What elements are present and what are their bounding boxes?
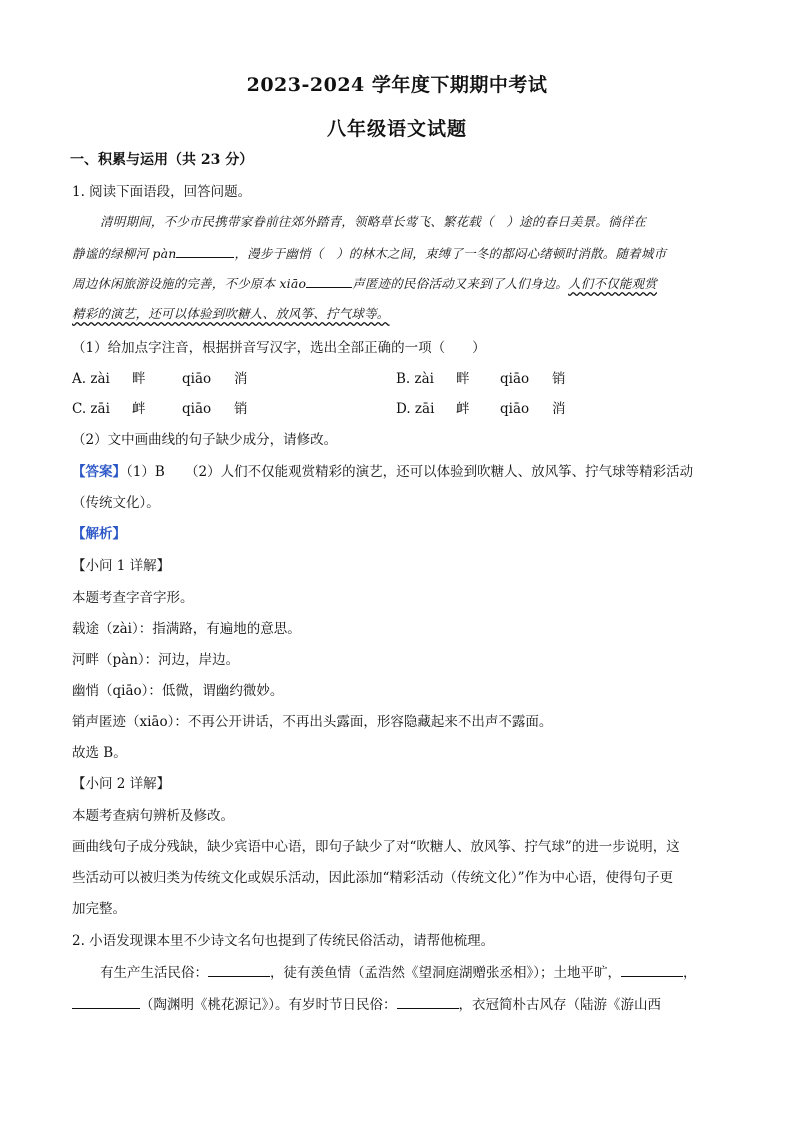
detail-1-line-1: 本题考查字音字形。: [72, 590, 194, 606]
exam-title: 2023-2024 学年度下期期中考试: [246, 74, 548, 96]
wavy-underlined-sentence: 人们不仅能观赏: [568, 276, 658, 291]
analysis-tag: 【解析】: [72, 526, 126, 542]
answer-blank[interactable]: [397, 996, 459, 1009]
detail-1-line-6: 故选 B。: [72, 745, 127, 761]
answer-blank[interactable]: [72, 996, 140, 1009]
q2-text: （陶渊明《桃花源记》）。有岁时节日民俗：: [140, 997, 397, 1013]
detail-1-line-4: 幽悄（qiāo）：低微，谓幽约微妙。: [72, 683, 284, 699]
passage-line-3: [72, 274, 657, 294]
exam-subtitle: 八年级语文试题: [326, 118, 467, 140]
sub-question-1: （1）给加点字注音，根据拼音写汉字，选出全部正确的一项（ ）: [72, 340, 486, 356]
option-d[interactable]: D. zāi 衅 qiāo 消: [396, 401, 566, 417]
passage-line-4: [72, 304, 390, 324]
detail-2-line-2: 画曲线句子成分残缺，缺少宾语中心语，即句子缺少了对“吹糖人、放风筝、拧气球”的进一步说明，这: [72, 839, 680, 855]
answer-blank[interactable]: [621, 964, 683, 977]
detail-1-line-2: 载途（zài）：指满路，有遍地的意思。: [72, 621, 301, 637]
passage-text: 周边休闲旅游设施的完善，不少原本 xiāo: [72, 276, 307, 291]
section-heading: 一、积累与运用（共 23 分）: [70, 152, 254, 168]
q2-line-1: [100, 963, 697, 983]
detail-1-line-5: 销声匿迹（xiāo）：不再公开讲话，不再出头露面，形容隐藏起来不出声不露面。: [72, 714, 553, 730]
q2-text: ，衣冠简朴古风存（陆游《游山西: [458, 997, 661, 1013]
sub-question-2: （2）文中画曲线的句子缺少成分，请修改。: [72, 432, 338, 448]
passage-text: ，漫步于幽悄（ ）的林木之间，束缚了一冬的都闷心绪顿时消散。随着城市: [234, 246, 667, 261]
passage-text: 声匿迹的民俗活动又来到了人们身边。: [352, 276, 569, 291]
answer-line-2: （传统文化）。: [72, 495, 160, 511]
q2-line-2: [72, 995, 661, 1015]
answer-blank[interactable]: [306, 275, 352, 288]
answer-line-1: [72, 462, 693, 482]
passage-text: 静谧的绿柳河 pàn: [72, 246, 177, 261]
option-a[interactable]: A. zài 畔 qiāo 消: [72, 371, 248, 387]
detail-1-tag: 【小问 1 详解】: [72, 558, 171, 574]
detail-2-line-1: 本题考查病句辨析及修改。: [72, 808, 234, 824]
passage-line-2: [72, 244, 666, 264]
q2-text: ，: [683, 965, 697, 981]
q2-text: ，徒有羡鱼情（孟浩然《望洞庭湖赠张丞相》）；土地平旷，: [270, 965, 621, 981]
detail-2-line-3: 些活动可以被归类为传统文化或娱乐活动，因此添加“精彩活动（传统文化）”作为中心语，使得句子更: [72, 870, 674, 886]
question-2-stem: 2. 小语发现课本里不少诗文名句也提到了传统民俗活动，请帮他梳理。: [72, 933, 495, 949]
answer-blank[interactable]: [176, 245, 234, 258]
answer-blank[interactable]: [208, 964, 270, 977]
passage-line-1: 清明期间，不少市民携带家眷前往郊外踏青，领略草长莺飞、繁花载（ ）途的春日美景。徜徉在: [100, 214, 647, 229]
question-1-stem: 1. 阅读下面语段，回答问题。: [72, 184, 252, 200]
detail-2-line-4: 加完整。: [72, 901, 126, 917]
wavy-underlined-sentence: 精彩的演艺，还可以体验到吹糖人、放风筝、拧气球等。: [72, 306, 390, 321]
answer-tag: 【答案】: [72, 464, 126, 480]
option-b[interactable]: B. zài 畔 qiāo 销: [396, 371, 566, 387]
answer-text: （1）B （2）人们不仅能观赏精彩的演艺，还可以体验到吹糖人、放风筝、拧气球等精彩活动: [126, 464, 694, 480]
detail-2-tag: 【小问 2 详解】: [72, 776, 171, 792]
q2-text: 有生产生活民俗：: [100, 965, 208, 981]
detail-1-line-3: 河畔（pàn）：河边，岸边。: [72, 652, 240, 668]
option-c[interactable]: C. zāi 衅 qiāo 销: [72, 401, 248, 417]
